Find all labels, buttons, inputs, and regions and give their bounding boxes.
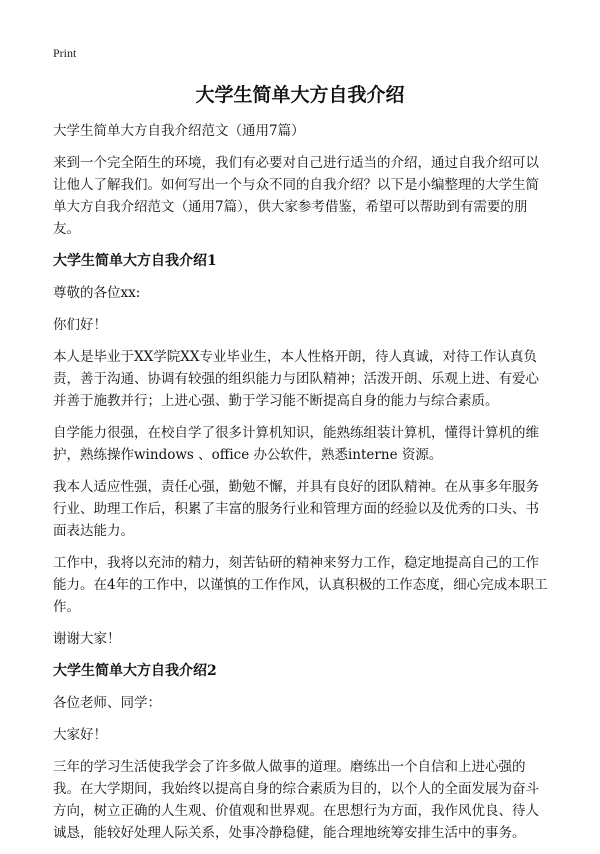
paragraph: 三年的学习生活使我学会了许多做人做事的道理。磨练出一个自信和上进心强的我。在大学期间，我始终以提高自身的综合素质为目的，以个人的全面发展为奋斗方向，树立正确的人生观、价值观和世界观。在思想行为方面，我作风优良、待人诚恳，能较好处理人际关系，处事冷静稳健，能合理地统筹安排生活中的事务。 xyxy=(53,759,539,841)
paragraph: 自学能力很强，在校自学了很多计算机知识，能熟练组装计算机，懂得计算机的维护，熟练操作windows 、office 办公软件，熟悉interne 资源。 xyxy=(53,425,539,463)
intro-paragraph: 来到一个完全陌生的环境，我们有必要对自己进行适当的介绍，通过自我介绍可以让他人了解我们。如何写出一个与众不同的自我介绍？以下是小编整理的大学生简单大方自我介绍范文（通用7篇），供大家参考借鉴，希望可以帮助到有需要的朋友。 xyxy=(53,155,539,237)
paragraph: 各位老师、同学： xyxy=(53,695,161,711)
print-link[interactable]: Print xyxy=(53,46,77,60)
paragraph: 尊敬的各位xx: xyxy=(53,285,141,301)
paragraph: 工作中，我将以充沛的精力，刻苦钻研的精神来努力工作，稳定地提高自己的工作能力。在4年的工作中，以谨慎的工作作风，认真积极的工作态度，细心完成本职工作。 xyxy=(53,555,548,615)
paragraph: 谢谢大家！ xyxy=(53,631,121,647)
section-heading-1: 大学生简单大方自我介绍1 xyxy=(53,253,217,269)
article-body xyxy=(53,120,549,854)
paragraph: 我本人适应性强，责任心强，勤勉不懈，并具有良好的团队精神。在从事多年服务行业、助理工作后，积累了丰富的服务行业和管理方面的经验以及优秀的口头、书面表达能力。 xyxy=(53,479,539,539)
paragraph: 你们好！ xyxy=(53,317,107,333)
paragraph: 本人是毕业于XX学院XX专业毕业生，本人性格开朗，待人真诚，对待工作认真负责，善于沟通、协调有较强的组织能力与团队精神；活泼开朗、乐观上进、有爱心并善于施教并行；上进心强、勤于学习能不断提高自身的能力与综合素质。 xyxy=(53,349,539,409)
page-title: 大学生简单大方自我介绍 xyxy=(195,84,405,106)
article-subtitle: 大学生简单大方自我介绍范文（通用7篇） xyxy=(53,123,305,139)
section-heading-2: 大学生简单大方自我介绍2 xyxy=(53,663,217,679)
paragraph: 大家好！ xyxy=(53,727,107,743)
